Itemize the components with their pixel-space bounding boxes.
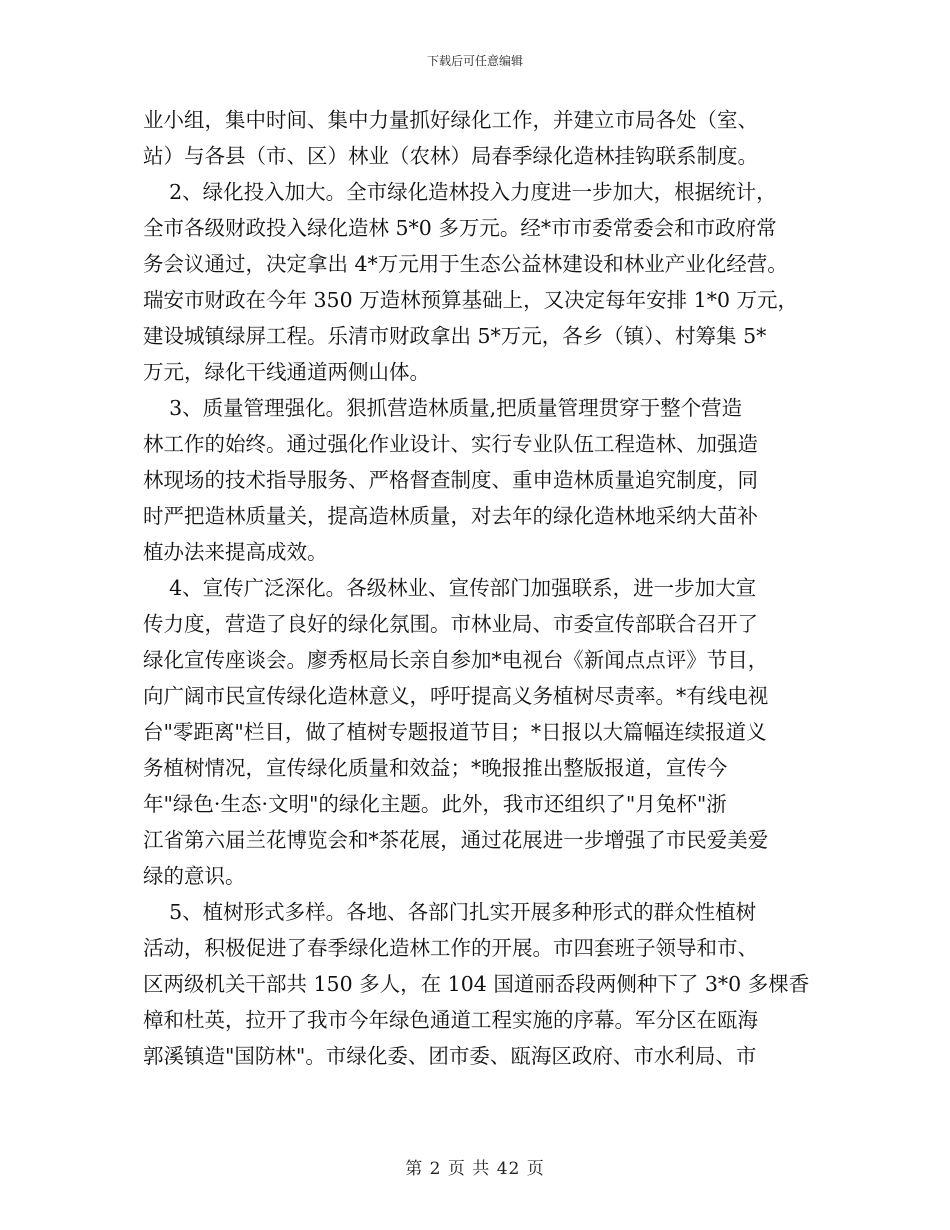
paragraph-2 — [143, 174, 823, 390]
text-line: 年"绿色·生态·文明"的绿化主题。此外，我市还组织了"月兔杯"浙 — [143, 792, 727, 816]
text-line: 万元，绿化干线通道两侧山体。 — [143, 360, 430, 384]
text-line: 樟和杜英，拉开了我市今年绿色通道工程实施的序幕。军分区在瓯海 — [143, 1008, 758, 1032]
text-line: 传力度，营造了良好的绿化氛围。市林业局、市委宣传部联合召开了 — [143, 612, 758, 636]
text-line: 台"零距离"栏目，做了植树专题报道节目；*日报以大篇幅连续报道义 — [143, 720, 767, 744]
text-line: 2、绿化投入加大。全市绿化造林投入力度进一步加大，根据统计， — [143, 180, 777, 204]
text-line: 务植树情况，宣传绿化质量和效益；*晚报推出整版报道，宣传今 — [143, 756, 728, 780]
text-line: 站）与各县（市、区）林业（农林）局春季绿化造林挂钩联系制度。 — [143, 144, 758, 168]
text-line: 郭溪镇造"国防林"。市绿化委、团市委、瓯海区政府、市水利局、市 — [143, 1044, 757, 1068]
text-line: 4、宣传广泛深化。各级林业、宣传部门加强联系，进一步加大宣 — [143, 576, 757, 600]
text-line: 绿化宣传座谈会。廖秀枢局长亲自参加*电视台《新闻点点评》节目， — [143, 648, 769, 672]
text-line: 5、植树形式多样。各地、各部门扎实开展多种形式的群众性植树 — [143, 900, 757, 924]
text-line: 林工作的始终。通过强化作业设计、实行专业队伍工程造林、加强造 — [143, 432, 758, 456]
text-line: 向广阔市民宣传绿化造林意义，呼吁提高义务植树尽责率。*有线电视 — [143, 684, 769, 708]
text-line: 时严把造林质量关，提高造林质量，对去年的绿化造林地采纳大苗补 — [143, 504, 758, 528]
text-line: 瑞安市财政在今年 350 万造林预算基础上，又决定每年安排 1*0 万元， — [143, 288, 799, 312]
paragraph-4 — [143, 570, 823, 894]
text-line: 区两级机关干部共 150 多人，在 104 国道丽岙段两侧种下了 3*0 多棵香 — [143, 972, 810, 996]
document-body — [143, 102, 823, 1074]
paragraph-5 — [143, 894, 823, 1074]
paragraph-1 — [143, 102, 823, 174]
text-line: 活动，积极促进了春季绿化造林工作的开展。市四套班子领导和市、 — [143, 936, 758, 960]
text-line: 务会议通过，决定拿出 4*万元用于生态公益林建设和林业产业化经营。 — [143, 252, 788, 276]
text-line: 业小组，集中时间、集中力量抓好绿化工作，并建立市局各处（室、 — [143, 108, 758, 132]
text-line: 植办法来提高成效。 — [143, 540, 328, 564]
page-number: 第 2 页 共 42 页 — [405, 1159, 545, 1179]
text-line: 3、质量管理强化。狠抓营造林质量,把质量管理贯穿于整个营造 — [143, 396, 743, 420]
text-line: 林现场的技术指导服务、严格督查制度、重申造林质量追究制度，同 — [143, 468, 758, 492]
text-line: 江省第六届兰花博览会和*茶花展，通过花展进一步增强了市民爱美爱 — [143, 828, 769, 852]
text-line: 全市各级财政投入绿化造林 5*0 多万元。经*市市委常委会和市政府常 — [143, 216, 777, 240]
paragraph-3 — [143, 390, 823, 570]
text-line: 绿的意识。 — [143, 864, 246, 888]
page-header: 下载后可任意编辑 — [426, 54, 523, 68]
text-line: 建设城镇绿屏工程。乐清市财政拿出 5*万元，各乡（镇）、村筹集 5* — [143, 324, 767, 348]
